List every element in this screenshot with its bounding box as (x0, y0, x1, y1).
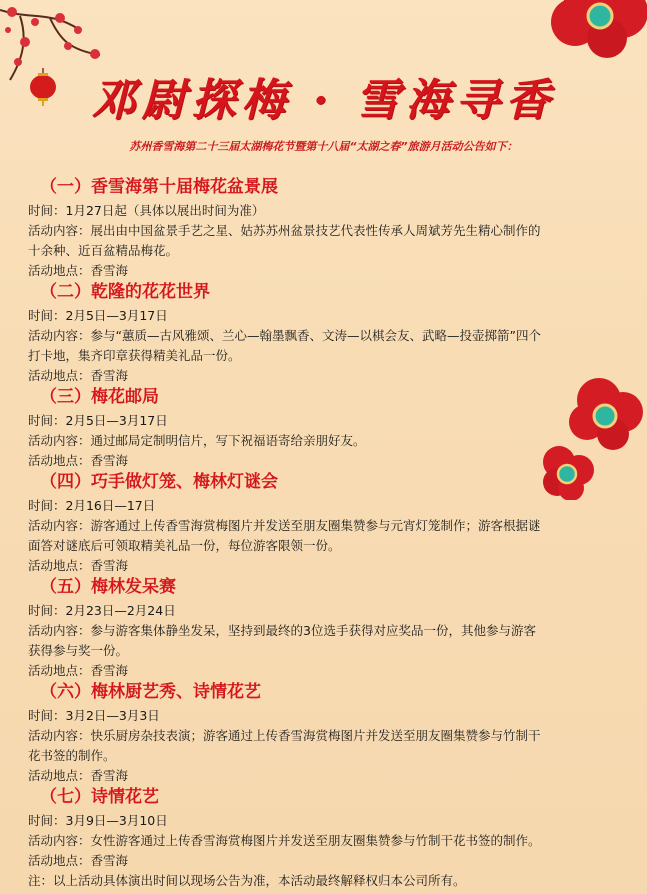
activity-section (28, 386, 620, 471)
section-location: 活动地点：香雪海 (28, 263, 129, 278)
section-content: 活动内容：展出由中国盆景手艺之星、姑苏苏州盆景技艺代表性传承人周斌芳先生精心制作的 (28, 223, 541, 238)
section-time: 时间：2月5日—3月17日 (28, 308, 168, 323)
activity-section (28, 786, 620, 871)
activity-section (28, 176, 620, 281)
section-time: 时间：3月9日—3月10日 (28, 813, 168, 828)
activity-section (28, 471, 620, 576)
section-content: 面答对谜底后可领取精美礼品一份，每位游客限领一份。 (28, 538, 341, 553)
section-time: 时间：2月16日—17日 (28, 498, 156, 513)
footnote: 注：以上活动具体演出时间以现场公告为准，本活动最终解释权归本公司所有。 (28, 873, 466, 888)
section-content: 打卡地，集齐印章获得精美礼品一份。 (28, 348, 241, 363)
section-title: （三）梅花邮局 (40, 387, 159, 407)
section-time: 时间：2月23日—2月24日 (28, 603, 176, 618)
section-location: 活动地点：香雪海 (28, 453, 129, 468)
section-title: （五）梅林发呆赛 (40, 577, 176, 597)
section-content: 活动内容：女性游客通过上传香雪海赏梅图片并发送至朋友圈集赞参与竹制干花书签的制作。 (28, 833, 541, 848)
section-location: 活动地点：香雪海 (28, 558, 129, 573)
activity-section (28, 576, 620, 681)
activity-list (28, 176, 620, 891)
section-content: 活动内容：参与游客集体静坐发呆，坚持到最终的3位选手获得对应奖品一份，其他参与游客 (28, 623, 536, 638)
section-content: 花书签的制作。 (28, 748, 116, 763)
section-title: （六）梅林厨艺秀、诗情花艺 (40, 682, 261, 702)
section-time: 时间：1月27日起（具体以展出时间为准） (28, 203, 265, 218)
activity-section (28, 281, 620, 386)
section-content: 十余种、近百盆精品梅花。 (28, 243, 179, 258)
section-content: 活动内容：游客通过上传香雪海赏梅图片并发送至朋友圈集赞参与元宵灯笼制作；游客根据谜 (28, 518, 541, 533)
section-title: （二）乾隆的花花世界 (40, 282, 210, 302)
plum-flower-icon (497, 0, 647, 60)
section-location: 活动地点：香雪海 (28, 368, 129, 383)
section-location: 活动地点：香雪海 (28, 663, 129, 678)
section-time: 时间：2月5日—3月17日 (28, 413, 168, 428)
section-content: 活动内容：通过邮局定制明信片，写下祝福语寄给亲朋好友。 (28, 433, 366, 448)
section-content: 活动内容：参与“蕙质—古风雅颂、兰心—翰墨飘香、文涛—以棋会友、武略—投壶掷箭”四个 (28, 328, 541, 343)
activity-section (28, 681, 620, 786)
section-location: 活动地点：香雪海 (28, 768, 129, 783)
section-content: 获得参与奖一份。 (28, 643, 129, 658)
section-title: （一）香雪海第十届梅花盆景展 (40, 177, 278, 197)
section-title: （七）诗情花艺 (40, 787, 159, 807)
page-title: 邓尉探梅 · 雪海寻香 (91, 75, 556, 126)
section-content: 活动内容：快乐厨房杂技表演；游客通过上传香雪海赏梅图片并发送至朋友圈集赞参与竹制干 (28, 728, 541, 743)
section-location: 活动地点：香雪海 (28, 853, 129, 868)
page-subtitle: 苏州香雪海第二十三届太湖梅花节暨第十八届“太湖之春”旅游月活动公告如下： (129, 140, 518, 153)
section-title: （四）巧手做灯笼、梅林灯谜会 (40, 472, 278, 492)
section-time: 时间：3月2日—3月3日 (28, 708, 160, 723)
